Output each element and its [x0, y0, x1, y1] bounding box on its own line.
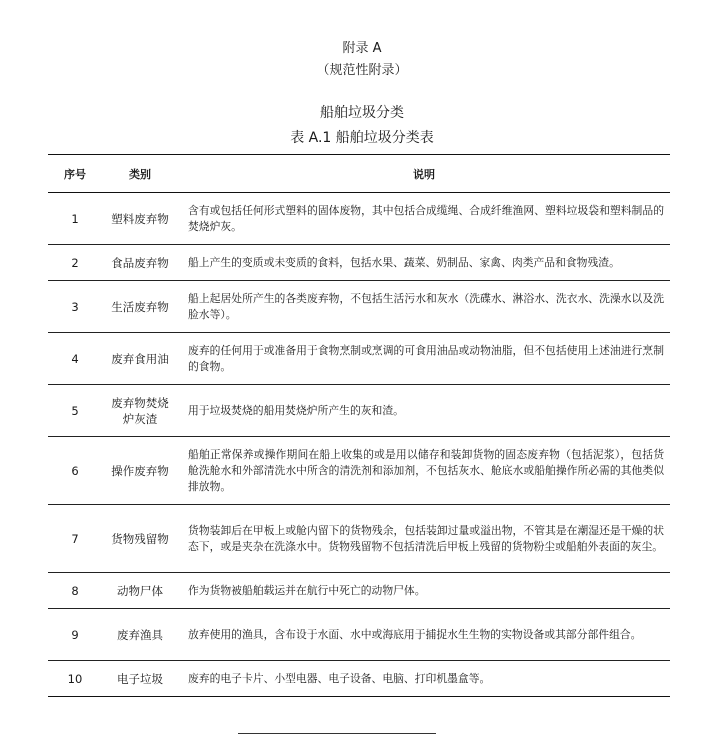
table-row — [48, 661, 670, 697]
row-category: 生活废弃物 — [102, 281, 178, 333]
row-category: 塑料废弃物 — [102, 193, 178, 245]
table-row — [48, 333, 670, 385]
end-rule — [238, 733, 436, 734]
row-number: 7 — [48, 505, 102, 573]
header-number: 序号 — [48, 155, 102, 193]
row-description: 货物装卸后在甲板上或舱内留下的货物残余，包括装卸过量或溢出物，不管其是在潮湿还是干燥的状态下，或是夹杂在洗涤水中。货物残留物不包括清洗后甲板上残留的货物粉尘或船舶外表面的灰尘。 — [178, 505, 670, 573]
row-number: 6 — [48, 437, 102, 505]
table-row — [48, 573, 670, 609]
row-description: 废弃的任何用于或准备用于食物烹制或烹调的可食用油品或动物油脂，但不包括使用上述油进行烹制的食物。 — [178, 333, 670, 385]
table-row — [48, 437, 670, 505]
row-number: 3 — [48, 281, 102, 333]
row-description: 船舶正常保养或操作期间在船上收集的或是用以储存和装卸货物的固态废弃物（包括泥浆），包括货舱洗舱水和外部清洗水中所含的清洗剂和添加剂，不包括灰水、舱底水或船舶操作所必需的其他类似排放物。 — [178, 437, 670, 505]
row-category: 货物残留物 — [102, 505, 178, 573]
row-number: 8 — [48, 573, 102, 609]
header-category: 类别 — [102, 155, 178, 193]
row-category: 废弃渔具 — [102, 609, 178, 661]
table-row — [48, 245, 670, 281]
row-description: 船上产生的变质或未变质的食料，包括水果、蔬菜、奶制品、家禽、肉类产品和食物残渣。 — [178, 245, 670, 281]
row-number: 10 — [48, 661, 102, 697]
table-row — [48, 385, 670, 437]
row-number: 1 — [48, 193, 102, 245]
row-number: 5 — [48, 385, 102, 437]
row-category: 操作废弃物 — [102, 437, 178, 505]
row-number: 2 — [48, 245, 102, 281]
table-caption: 表 A.1 船舶垃圾分类表 — [290, 130, 434, 146]
section-title: 船舶垃圾分类 — [320, 105, 404, 121]
table-header-row — [48, 155, 670, 193]
header-description: 说明 — [178, 155, 670, 193]
table-row — [48, 505, 670, 573]
row-category: 电子垃圾 — [102, 661, 178, 697]
table-row — [48, 609, 670, 661]
row-number: 4 — [48, 333, 102, 385]
row-number: 9 — [48, 609, 102, 661]
row-category: 废弃食用油 — [102, 333, 178, 385]
row-description: 含有或包括任何形式塑料的固体废物，其中包括合成缆绳、合成纤维渔网、塑料垃圾袋和塑料制品的焚烧炉灰。 — [178, 193, 670, 245]
row-description: 废弃的电子卡片、小型电器、电子设备、电脑、打印机墨盒等。 — [178, 661, 670, 697]
table-row — [48, 193, 670, 245]
row-description: 用于垃圾焚烧的船用焚烧炉所产生的灰和渣。 — [178, 385, 670, 437]
garbage-classification-table — [48, 154, 670, 697]
row-description: 作为货物被船舶载运并在航行中死亡的动物尸体。 — [178, 573, 670, 609]
appendix-subtitle: （规范性附录） — [316, 63, 408, 78]
row-category: 食品废弃物 — [102, 245, 178, 281]
row-description: 船上起居处所产生的各类废弃物，不包括生活污水和灰水（洗碟水、淋浴水、洗衣水、洗澡水以及洗脸水等）。 — [178, 281, 670, 333]
appendix-title: 附录 A — [342, 41, 382, 56]
table-row — [48, 281, 670, 333]
row-description: 放弃使用的渔具，含布设于水面、水中或海底用于捕捉水生生物的实物设备或其部分部件组合。 — [178, 609, 670, 661]
row-category: 废弃物焚烧炉灰渣 — [102, 385, 178, 437]
row-category: 动物尸体 — [102, 573, 178, 609]
